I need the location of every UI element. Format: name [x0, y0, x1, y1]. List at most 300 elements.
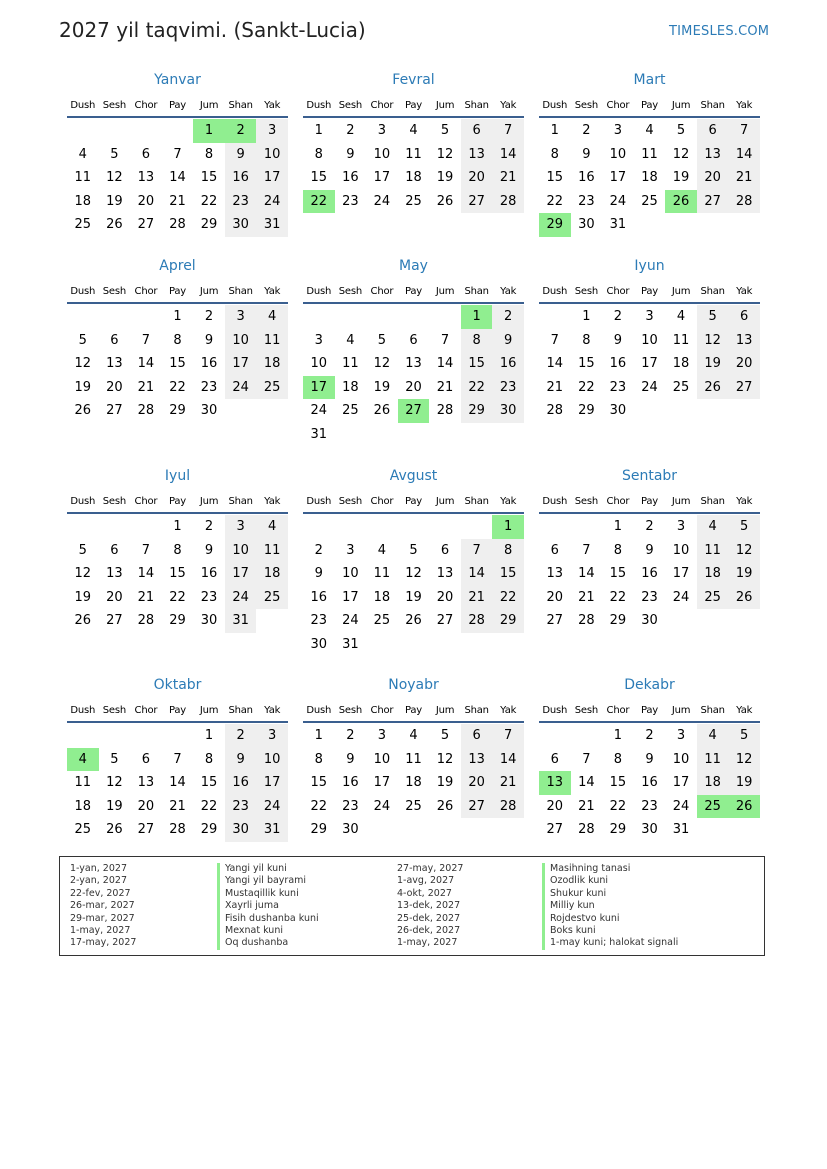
day-cell: 7: [728, 119, 760, 143]
weekday-header: Chor: [606, 705, 630, 716]
day-cell: 14: [492, 143, 524, 167]
day-cell: 7: [141, 542, 151, 558]
legend-date: 1-avg, 2027: [397, 875, 455, 887]
weekday-header: Sesh: [574, 100, 598, 111]
day-cell: 17: [256, 166, 288, 190]
legend-holiday-name: Xayrli juma: [217, 900, 279, 912]
day-cell: 23: [225, 795, 257, 819]
day-cell: 5: [409, 542, 418, 558]
day-cell: 27: [461, 795, 493, 819]
day-cell: 1: [314, 123, 323, 138]
weekday-header: Dush: [306, 496, 332, 507]
day-cell: 5: [78, 542, 87, 558]
day-cell: 20: [405, 379, 422, 395]
weekday-header: Sesh: [574, 286, 598, 297]
day-cell: 25: [641, 193, 658, 209]
day-cell: 4: [676, 309, 686, 324]
day-cell: 19: [405, 589, 422, 605]
day-cell: 10: [310, 356, 328, 371]
holiday-day-cell: 25: [697, 795, 729, 819]
month-name: Fevral: [392, 72, 435, 88]
month-header-rule: [67, 721, 288, 723]
day-cell: 28: [492, 795, 524, 819]
day-cell: 10: [672, 542, 690, 558]
weekday-header: Shan: [700, 286, 725, 297]
day-cell: 15: [609, 566, 627, 581]
day-cell: 23: [342, 193, 359, 209]
day-cell: 26: [373, 403, 391, 418]
legend-holiday-name: Mexnat kuni: [217, 925, 283, 937]
day-cell: 16: [225, 771, 257, 795]
weekday-header: Jum: [199, 286, 219, 297]
day-cell: 8: [204, 146, 214, 162]
day-cell: 20: [137, 798, 155, 814]
day-cell: 10: [342, 566, 359, 581]
day-cell: 21: [492, 771, 524, 795]
day-cell: 26: [74, 403, 92, 418]
day-cell: 28: [169, 822, 186, 837]
day-cell: 11: [373, 566, 391, 581]
day-cell: 29: [461, 399, 493, 423]
day-cell: 9: [346, 751, 355, 767]
legend-date: 1-may, 2027: [397, 937, 458, 949]
day-cell: 15: [609, 775, 627, 790]
day-cell: 26: [436, 193, 454, 209]
day-cell: 12: [74, 356, 92, 371]
day-cell: 3: [225, 515, 257, 539]
day-cell: 20: [546, 798, 564, 814]
day-cell: 23: [609, 379, 627, 395]
day-cell: 9: [492, 329, 524, 353]
day-cell: 12: [672, 146, 690, 162]
day-cell: 29: [200, 217, 218, 232]
day-cell: 1: [550, 123, 559, 138]
month-header-rule: [303, 721, 524, 723]
weekday-header: Pay: [640, 705, 658, 716]
day-cell: 21: [578, 589, 595, 605]
day-cell: 25: [74, 822, 92, 837]
day-cell: 6: [110, 542, 119, 558]
day-cell: 8: [173, 542, 182, 558]
weekday-header: Pay: [404, 100, 422, 111]
day-cell: 22: [169, 379, 186, 395]
legend-date: 25-dek, 2027: [397, 912, 461, 924]
day-cell: 15: [310, 775, 328, 790]
weekday-header: Shan: [464, 100, 489, 111]
day-cell: 21: [728, 166, 760, 190]
weekday-header: Shan: [700, 705, 725, 716]
weekday-header: Chor: [134, 286, 158, 297]
day-cell: 3: [346, 542, 355, 558]
weekday-header: Yak: [736, 496, 753, 507]
day-cell: 3: [676, 728, 686, 743]
day-cell: 2: [645, 728, 654, 743]
day-cell: 19: [74, 589, 92, 605]
day-cell: 30: [225, 213, 257, 237]
weekday-header: Chor: [606, 100, 630, 111]
day-cell: 12: [728, 748, 760, 772]
day-cell: 14: [461, 562, 493, 586]
day-cell: 13: [106, 356, 123, 371]
weekday-header: Yak: [264, 496, 281, 507]
day-cell: 15: [578, 356, 595, 371]
month-name: Dekabr: [624, 677, 675, 693]
day-cell: 20: [137, 193, 155, 209]
day-cell: 16: [310, 589, 328, 605]
day-cell: 28: [728, 190, 760, 214]
day-cell: 14: [137, 566, 155, 581]
day-cell: 16: [200, 356, 218, 371]
day-cell: 31: [342, 636, 359, 652]
weekday-header: Jum: [435, 286, 455, 297]
day-cell: 15: [169, 356, 186, 371]
day-cell: 29: [310, 822, 328, 837]
day-cell: 11: [697, 539, 729, 563]
legend-holiday-name: Boks kuni: [542, 925, 596, 937]
day-cell: 27: [106, 613, 123, 628]
day-cell: 4: [409, 123, 418, 138]
day-cell: 27: [461, 190, 493, 214]
day-cell: 24: [256, 190, 288, 214]
day-cell: 26: [436, 798, 454, 814]
legend-holiday-name: Yangi yil bayrami: [217, 875, 306, 887]
day-cell: 7: [550, 332, 559, 348]
day-cell: 11: [405, 146, 422, 162]
day-cell: 13: [546, 566, 564, 581]
day-cell: 3: [225, 305, 257, 329]
day-cell: 8: [204, 751, 214, 767]
day-cell: 16: [641, 566, 658, 581]
day-cell: 13: [728, 329, 760, 353]
day-cell: 21: [137, 379, 155, 395]
day-cell: 10: [225, 539, 257, 563]
day-cell: 23: [200, 379, 218, 395]
day-cell: 5: [110, 751, 119, 767]
day-cell: 3: [645, 309, 654, 324]
day-cell: 4: [697, 724, 729, 748]
day-cell: 11: [672, 332, 690, 348]
day-cell: 21: [578, 798, 595, 814]
day-cell: 23: [342, 798, 359, 814]
day-cell: 11: [641, 146, 658, 162]
day-cell: 7: [141, 332, 151, 348]
day-cell: 21: [461, 586, 493, 610]
day-cell: 13: [137, 170, 155, 185]
day-cell: 9: [225, 748, 257, 772]
day-cell: 4: [78, 146, 87, 162]
day-cell: 13: [405, 356, 422, 371]
day-cell: 24: [609, 193, 627, 209]
day-cell: 15: [461, 352, 493, 376]
day-cell: 25: [405, 798, 422, 814]
day-cell: 8: [550, 146, 559, 162]
holiday-day-cell: 1: [492, 515, 524, 539]
day-cell: 16: [492, 352, 524, 376]
day-cell: 24: [310, 403, 328, 418]
day-cell: 17: [373, 775, 391, 790]
day-cell: 30: [200, 613, 218, 628]
day-cell: 19: [74, 379, 92, 395]
day-cell: 24: [342, 613, 359, 628]
day-cell: 22: [492, 586, 524, 610]
weekday-header: Dush: [70, 496, 96, 507]
weekday-header: Dush: [70, 100, 96, 111]
day-cell: 8: [492, 539, 524, 563]
day-cell: 29: [578, 403, 595, 418]
day-cell: 2: [582, 123, 591, 138]
holiday-legend: [59, 856, 765, 956]
legend-date: 27-may, 2027: [397, 863, 464, 874]
weekday-header: Shan: [228, 496, 253, 507]
day-cell: 24: [672, 798, 690, 814]
day-cell: 27: [106, 403, 123, 418]
legend-holiday-name: Oq dushanba: [217, 937, 288, 949]
day-cell: 23: [578, 193, 595, 209]
day-cell: 13: [461, 748, 493, 772]
day-cell: 7: [440, 332, 450, 348]
day-cell: 9: [613, 332, 623, 348]
day-cell: 31: [609, 217, 627, 232]
day-cell: 5: [728, 724, 760, 748]
day-cell: 16: [578, 170, 595, 185]
weekday-header: Jum: [671, 286, 691, 297]
month-header-rule: [67, 116, 288, 118]
day-cell: 17: [609, 170, 627, 185]
weekday-header: Dush: [542, 705, 568, 716]
weekday-header: Dush: [542, 286, 568, 297]
day-cell: 28: [546, 403, 564, 418]
day-cell: 8: [613, 751, 623, 767]
day-cell: 12: [373, 356, 391, 371]
day-cell: 26: [74, 613, 92, 628]
weekday-header: Chor: [606, 496, 630, 507]
day-cell: 31: [256, 213, 288, 237]
day-cell: 30: [342, 822, 359, 837]
legend-date: 1-yan, 2027: [70, 863, 127, 874]
day-cell: 25: [74, 217, 92, 232]
day-cell: 13: [106, 566, 123, 581]
day-cell: 15: [200, 170, 218, 185]
day-cell: 2: [204, 309, 214, 324]
day-cell: 2: [225, 724, 257, 748]
day-cell: 3: [256, 119, 288, 143]
legend-holiday-name: Fisih dushanba kuni: [217, 913, 319, 925]
weekday-header: Shan: [464, 496, 489, 507]
day-cell: 14: [578, 775, 595, 790]
weekday-header: Jum: [435, 705, 455, 716]
day-cell: 23: [225, 190, 257, 214]
day-cell: 16: [225, 166, 257, 190]
day-cell: 11: [256, 329, 288, 353]
day-cell: 21: [169, 798, 186, 814]
weekday-header: Shan: [464, 705, 489, 716]
day-cell: 14: [436, 356, 454, 371]
day-cell: 29: [492, 609, 524, 633]
legend-date: 26-dek, 2027: [397, 925, 461, 936]
weekday-header: Chor: [134, 100, 158, 111]
day-cell: 19: [106, 798, 123, 814]
day-cell: 7: [461, 539, 493, 563]
day-cell: 8: [173, 332, 182, 348]
day-cell: 28: [137, 403, 155, 418]
day-cell: 19: [436, 775, 454, 790]
day-cell: 7: [492, 724, 524, 748]
legend-date: 17-may, 2027: [70, 937, 137, 949]
day-cell: 23: [641, 589, 658, 605]
month-name: Oktabr: [153, 677, 202, 693]
day-cell: 26: [697, 376, 729, 400]
weekday-header: Sesh: [338, 496, 362, 507]
day-cell: 24: [225, 586, 257, 610]
day-cell: 9: [204, 542, 214, 558]
legend-date: 2-yan, 2027: [70, 875, 127, 887]
day-cell: 23: [310, 613, 328, 628]
day-cell: 14: [492, 748, 524, 772]
day-cell: 1: [173, 309, 182, 324]
legend-holiday-name: Shukur kuni: [542, 888, 606, 900]
holiday-day-cell: 13: [539, 771, 571, 795]
holiday-day-cell: 29: [539, 213, 571, 237]
weekday-header: Pay: [404, 705, 422, 716]
day-cell: 5: [377, 332, 387, 348]
day-cell: 31: [225, 609, 257, 633]
day-cell: 26: [405, 613, 422, 628]
day-cell: 28: [169, 217, 186, 232]
day-cell: 25: [672, 379, 690, 395]
day-cell: 7: [492, 119, 524, 143]
weekday-header: Shan: [228, 100, 253, 111]
day-cell: 11: [256, 539, 288, 563]
day-cell: 2: [346, 728, 355, 743]
day-cell: 10: [373, 146, 391, 162]
day-cell: 16: [641, 775, 658, 790]
day-cell: 6: [141, 751, 151, 767]
day-cell: 8: [314, 146, 323, 162]
day-cell: 14: [578, 566, 595, 581]
day-cell: 6: [461, 119, 493, 143]
weekday-header: Sesh: [102, 496, 126, 507]
month-name: May: [399, 258, 428, 274]
weekday-header: Shan: [228, 286, 253, 297]
weekday-header: Sesh: [338, 705, 362, 716]
day-cell: 9: [346, 146, 355, 162]
day-cell: 22: [609, 589, 627, 605]
day-cell: 20: [728, 352, 760, 376]
day-cell: 9: [314, 566, 323, 581]
weekday-header: Dush: [542, 496, 568, 507]
day-cell: 29: [169, 613, 186, 628]
site-brand-link[interactable]: TIMESLES.COM: [669, 24, 770, 39]
holiday-day-cell: 26: [728, 795, 760, 819]
holiday-day-cell: 1: [193, 119, 225, 143]
legend-date: 29-mar, 2027: [70, 912, 135, 924]
day-cell: 21: [546, 379, 564, 395]
day-cell: 30: [641, 822, 658, 837]
day-cell: 18: [641, 170, 658, 185]
day-cell: 20: [461, 166, 493, 190]
weekday-header: Sesh: [102, 705, 126, 716]
day-cell: 6: [550, 751, 559, 767]
day-cell: 17: [672, 566, 690, 581]
day-cell: 18: [74, 798, 92, 814]
day-cell: 12: [436, 146, 454, 162]
day-cell: 6: [728, 305, 760, 329]
legend-date: 22-fev, 2027: [70, 887, 131, 899]
day-cell: 19: [728, 771, 760, 795]
day-cell: 29: [169, 403, 186, 418]
weekday-header: Chor: [370, 286, 394, 297]
day-cell: 1: [314, 728, 323, 743]
weekday-header: Dush: [70, 286, 96, 297]
day-cell: 4: [377, 542, 387, 558]
weekday-header: Yak: [500, 705, 517, 716]
day-cell: 20: [436, 589, 454, 605]
day-cell: 7: [582, 751, 591, 767]
day-cell: 14: [137, 356, 155, 371]
day-cell: 24: [373, 193, 391, 209]
weekday-header: Sesh: [338, 286, 362, 297]
day-cell: 12: [405, 566, 422, 581]
legend-holiday-name: Ozodlik kuni: [542, 875, 608, 887]
day-cell: 3: [314, 332, 323, 348]
day-cell: 3: [676, 519, 686, 534]
day-cell: 2: [346, 123, 355, 138]
day-cell: 22: [546, 193, 564, 209]
day-cell: 27: [137, 217, 155, 232]
weekday-header: Shan: [228, 705, 253, 716]
day-cell: 16: [609, 356, 627, 371]
day-cell: 21: [436, 379, 454, 395]
day-cell: 2: [314, 542, 323, 558]
day-cell: 18: [342, 379, 359, 395]
day-cell: 13: [461, 143, 493, 167]
day-cell: 28: [578, 613, 595, 628]
day-cell: 12: [697, 329, 729, 353]
day-cell: 30: [310, 636, 328, 652]
day-cell: 28: [461, 609, 493, 633]
day-cell: 22: [200, 193, 218, 209]
weekday-header: Chor: [134, 705, 158, 716]
legend-date: 4-okt, 2027: [397, 887, 452, 899]
legend-holiday-name: Rojdestvo kuni: [542, 913, 620, 925]
day-cell: 10: [256, 748, 288, 772]
day-cell: 14: [728, 143, 760, 167]
day-cell: 10: [373, 751, 391, 767]
day-cell: 15: [492, 562, 524, 586]
day-cell: 25: [256, 376, 288, 400]
day-cell: 20: [461, 771, 493, 795]
day-cell: 24: [641, 379, 658, 395]
day-cell: 30: [609, 403, 627, 418]
day-cell: 24: [672, 589, 690, 605]
day-cell: 8: [461, 329, 493, 353]
month-name: Iyul: [164, 468, 191, 484]
day-cell: 5: [697, 305, 729, 329]
day-cell: 16: [342, 775, 359, 790]
day-cell: 11: [405, 751, 422, 767]
day-cell: 12: [106, 170, 123, 185]
month-name: Mart: [633, 72, 666, 88]
day-cell: 4: [645, 123, 654, 138]
day-cell: 22: [200, 798, 218, 814]
weekday-header: Dush: [306, 705, 332, 716]
day-cell: 22: [169, 589, 186, 605]
day-cell: 30: [225, 818, 257, 842]
day-cell: 18: [672, 356, 690, 371]
day-cell: 25: [697, 586, 729, 610]
day-cell: 17: [672, 775, 690, 790]
day-cell: 3: [613, 123, 623, 138]
